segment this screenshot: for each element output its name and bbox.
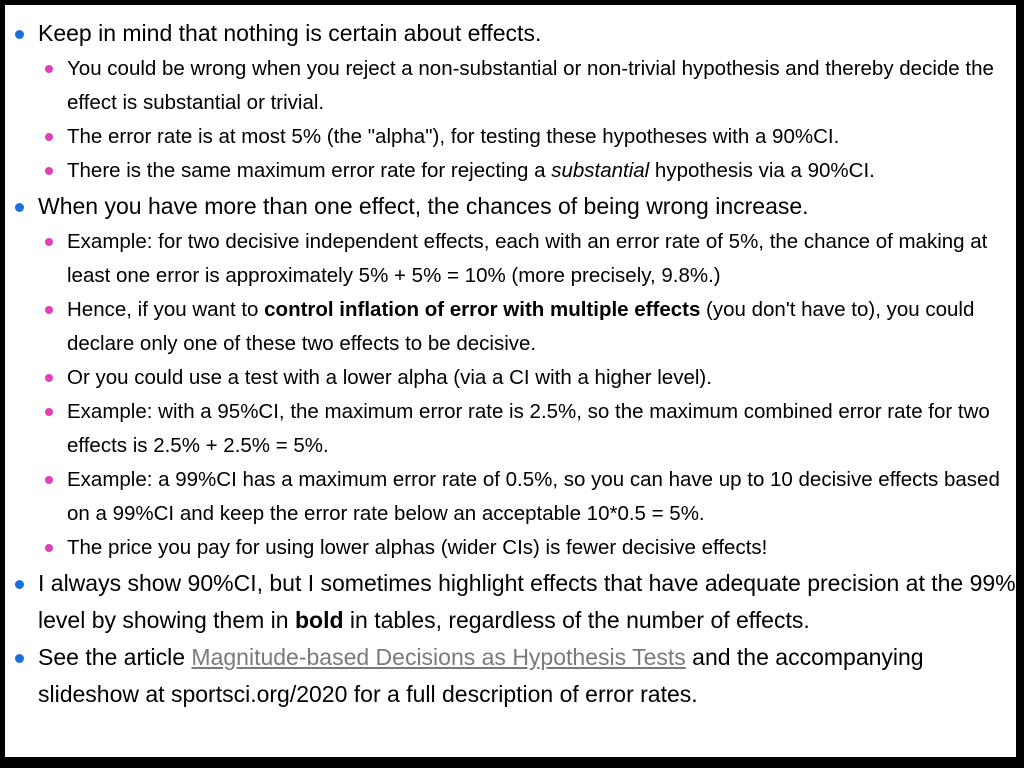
sub-bullet-text-pre: Hence, if you want to: [67, 298, 265, 321]
sub-bullet-dot-icon: [45, 306, 53, 314]
bullet-text-post: and the accompanying slideshow at sportsci.org/2020 for a full description of error rates.: [38, 644, 924, 707]
bullet-dot-icon: [15, 580, 24, 589]
sub-bullet-item: [5, 395, 1016, 463]
sub-bullet-dot-icon: [45, 408, 53, 416]
sub-bullet-dot-icon: [45, 544, 53, 552]
bullet-list: [5, 15, 1016, 713]
sub-bullet-text: The price you pay for using lower alphas (wider CIs) is fewer decisive effects!: [67, 536, 768, 559]
strong-text: control inflation of error with multiple effects: [264, 298, 701, 321]
sub-bullet-dot-icon: [45, 238, 53, 246]
bullet-dot-icon: [15, 654, 24, 663]
bullet-dot-icon: [15, 203, 24, 212]
sub-bullet-text: You could be wrong when you reject a non-substantial or non-trivial hypothesis and thereby decide the effect is substantial or trivial.: [67, 57, 994, 114]
bullet-text: When you have more than one effect, the chances of being wrong increase.: [38, 193, 809, 219]
bullet-item: [5, 639, 1016, 713]
sub-bullet-dot-icon: [45, 476, 53, 484]
sub-bullet-dot-icon: [45, 133, 53, 141]
sub-bullet-item: [5, 531, 1016, 565]
emphasis-text: substantial: [551, 159, 650, 182]
sub-bullet-item: [5, 225, 1016, 293]
sub-bullet-text: Or you could use a test with a lower alpha (via a CI with a higher level).: [67, 366, 712, 389]
sub-bullet-list: [5, 225, 1016, 565]
article-link[interactable]: Magnitude-based Decisions as Hypothesis Tests: [191, 644, 686, 670]
sub-bullet-item: [5, 463, 1016, 531]
bullet-item: [5, 565, 1016, 639]
sub-bullet-item: [5, 120, 1016, 154]
bullet-text-pre: I always show 90%CI, but I sometimes highlight effects that have adequate precision at the 99% level by showing them in: [38, 570, 1016, 633]
bullet-item: [5, 15, 1016, 52]
sub-bullet-text: Example: a 99%CI has a maximum error rate of 0.5%, so you can have up to 10 decisive effects based on a 99%CI and keep the error rate below an acceptable 10*0.5 = 5%.: [67, 468, 1000, 525]
sub-bullet-dot-icon: [45, 167, 53, 175]
sub-bullet-item: [5, 361, 1016, 395]
slide: [5, 5, 1016, 757]
sub-bullet-item: [5, 154, 1016, 188]
bullet-text-post: in tables, regardless of the number of effects.: [343, 607, 810, 633]
sub-bullet-dot-icon: [45, 65, 53, 73]
sub-bullet-dot-icon: [45, 374, 53, 382]
sub-bullet-text-post: (you don't have to), you could declare only one of these two effects to be decisive.: [67, 298, 975, 355]
sub-bullet-item: [5, 293, 1016, 361]
bullet-dot-icon: [15, 30, 24, 39]
strong-text: bold: [294, 607, 344, 633]
sub-bullet-text-post: hypothesis via a 90%CI.: [649, 159, 875, 182]
bullet-text-pre: See the article: [38, 644, 192, 670]
sub-bullet-text: Example: with a 95%CI, the maximum error rate is 2.5%, so the maximum combined error rate for two effects is 2.5% + 2.5% = 5%.: [67, 400, 990, 457]
sub-bullet-text: The error rate is at most 5% (the "alpha"), for testing these hypotheses with a 90%CI.: [67, 125, 840, 148]
bullet-item: [5, 188, 1016, 225]
sub-bullet-item: [5, 52, 1016, 120]
bullet-text: Keep in mind that nothing is certain about effects.: [38, 20, 542, 46]
sub-bullet-text-pre: There is the same maximum error rate for rejecting a: [67, 159, 552, 182]
sub-bullet-text: Example: for two decisive independent effects, each with an error rate of 5%, the chance of making at least one error is approximately 5% + 5% = 10% (more precisely, 9.8%.): [67, 230, 988, 287]
sub-bullet-list: [5, 52, 1016, 188]
